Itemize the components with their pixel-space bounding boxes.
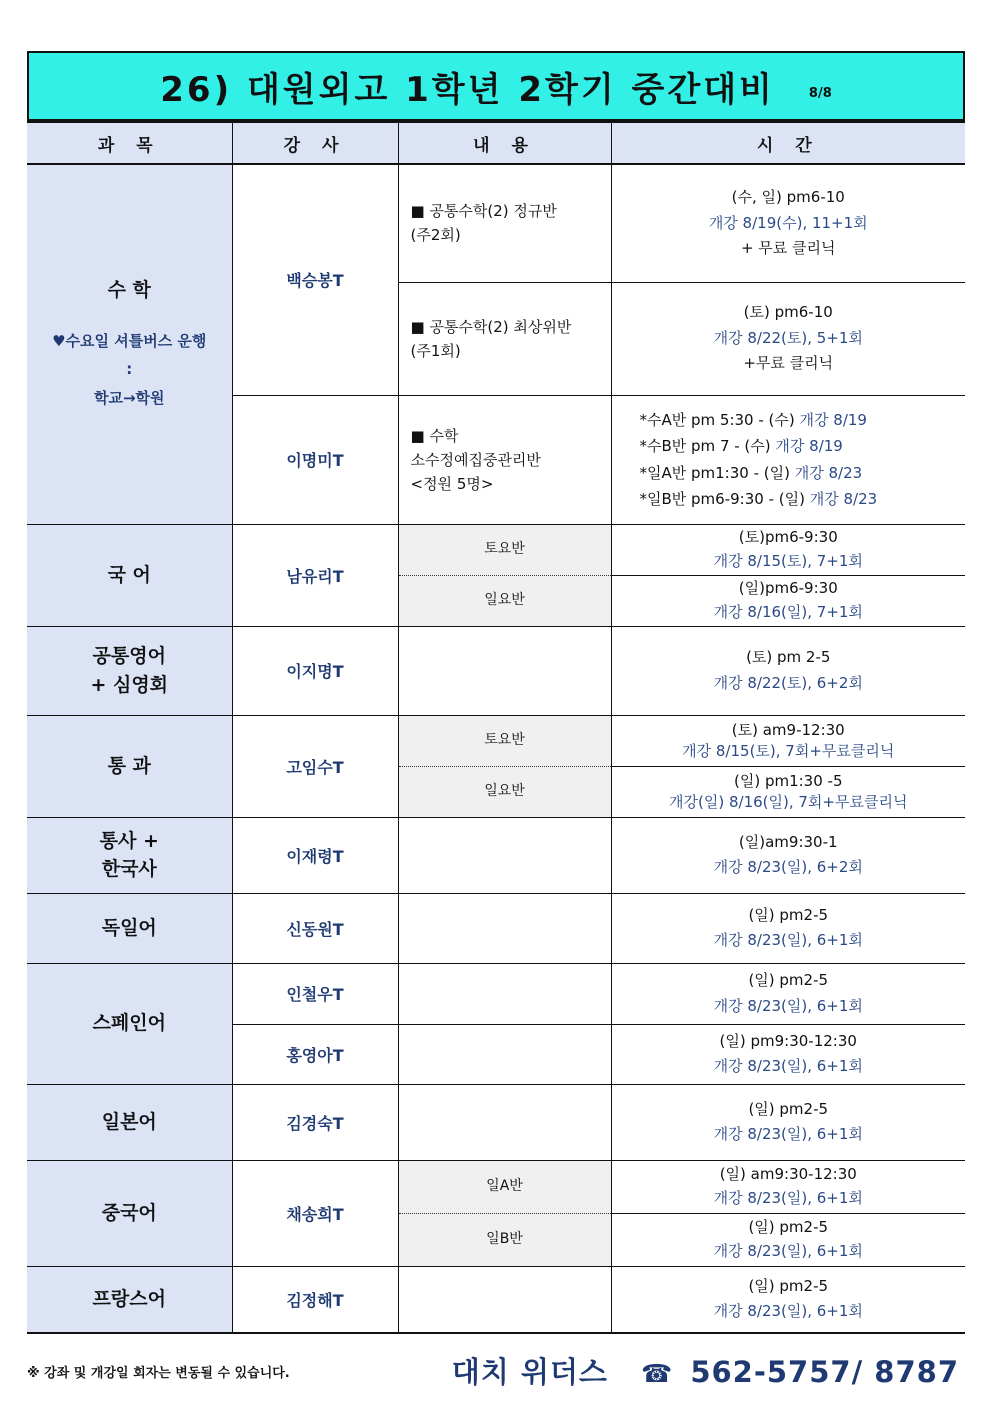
open-date: 개강 8/23(일), 6+1회: [713, 1302, 863, 1321]
course-time: [611, 893, 965, 963]
time-line: (토) am9-12:30: [731, 721, 845, 740]
open-date: 개강 8/15(토), 7+1회: [713, 551, 863, 570]
subject-german: 독일어: [27, 893, 232, 963]
title-bar: [27, 51, 965, 121]
brand-name: 대치 위더스: [451, 1355, 608, 1389]
course-time: [611, 715, 965, 766]
course-content: [398, 282, 611, 395]
note-line: ♥수요일 셔틀버스 운행: [52, 331, 207, 350]
table-row: [27, 893, 965, 963]
teacher-name: 김경숙T: [232, 1084, 398, 1160]
course-time: [611, 524, 965, 575]
table-row: [27, 524, 965, 575]
course-content: [398, 1084, 611, 1160]
teacher-name: 이지명T: [232, 626, 398, 715]
class-name: 일요반: [398, 766, 611, 817]
content-line: (주1회): [410, 341, 461, 360]
time-slot: *일B반 pm6-9:30 - (일) 개강 8/23: [639, 489, 878, 508]
course-time: [611, 395, 965, 524]
class-name: 일B반: [398, 1213, 611, 1266]
class-name: 토요반: [398, 715, 611, 766]
open-date: 개강 8/15(토), 7회+무료클리닉: [682, 741, 895, 760]
course-time: [611, 164, 965, 282]
time-line: (토)pm6-9:30: [738, 528, 838, 547]
time-line: (일)am9:30-1: [738, 832, 838, 851]
subject-science: 통 과: [27, 715, 232, 817]
schedule-table: [27, 121, 965, 1334]
time-line: (토) pm6-10: [743, 303, 833, 322]
course-time: [611, 1213, 965, 1266]
subject-label: 한국사: [101, 858, 157, 880]
content-line: <정원 5명>: [410, 474, 494, 493]
course-time: [611, 1160, 965, 1213]
class-name: 일A반: [398, 1160, 611, 1213]
course-time: [611, 1084, 965, 1160]
table-row: [27, 817, 965, 893]
teacher-name: 채송희T: [232, 1160, 398, 1266]
table-row: [27, 715, 965, 766]
brand-contact: [452, 1350, 959, 1391]
table-row: [27, 1266, 965, 1333]
course-time: [611, 626, 965, 715]
time-line: (일) pm1:30 -5: [733, 772, 843, 791]
course-content: [398, 164, 611, 282]
phone-number: 562-5757/ 8787: [690, 1355, 959, 1389]
time-slot: *수A반 pm 5:30 - (수) 개강 8/19: [639, 411, 867, 429]
time-line: (토) pm 2-5: [746, 648, 831, 666]
teacher-name: 김정해T: [232, 1266, 398, 1333]
table-row: [27, 1084, 965, 1160]
subject-label: 공통영어: [92, 645, 166, 667]
footnote: ※ 강좌 및 개강일 회자는 변동될 수 있습니다.: [27, 1366, 290, 1381]
teacher-name: 인철우T: [232, 963, 398, 1024]
course-content: [398, 963, 611, 1024]
time-line: (일) pm2-5: [748, 971, 829, 989]
content-line: 소수정예집중관리반: [410, 450, 541, 469]
teacher-name: 이명미T: [232, 395, 398, 524]
open-date: 개강 8/23(일), 6+1회: [713, 1241, 863, 1260]
open-date: 개강 8/23(일), 6+1회: [713, 1057, 863, 1075]
header-teacher: 강 사: [232, 122, 398, 164]
table-row: [27, 626, 965, 715]
teacher-name: 고임수T: [232, 715, 398, 817]
open-date: 개강 8/19(수), 11+1회: [708, 213, 868, 232]
course-time: [611, 1266, 965, 1333]
course-time: [611, 766, 965, 817]
teacher-name: 백승봉T: [232, 164, 398, 395]
time-line: (일) pm2-5: [748, 1099, 829, 1118]
shuttle-note: [27, 327, 232, 413]
open-date: 개강 8/16(일), 7+1회: [713, 602, 863, 621]
course-time: [611, 282, 965, 395]
table-row: [27, 1160, 965, 1213]
time-line: (일) am9:30-12:30: [719, 1165, 857, 1184]
time-line: (일) pm9:30-12:30: [719, 1031, 857, 1050]
course-time: [611, 575, 965, 626]
page-number: 8/8: [808, 85, 832, 101]
teacher-name: 이재령T: [232, 817, 398, 893]
subject-label: 수 학: [107, 279, 151, 302]
open-date: 개강 8/22(토), 5+1회: [713, 328, 863, 347]
class-name: 일요반: [398, 575, 611, 626]
subject-chinese: 중국어: [27, 1160, 232, 1266]
time-line: (일) pm2-5: [748, 1218, 829, 1237]
table-row: [27, 164, 965, 282]
course-content: [398, 1024, 611, 1084]
subject-english: [27, 626, 232, 715]
content-line: ■ 공통수학(2) 정규반: [410, 202, 557, 221]
schedule-sheet: [27, 51, 965, 1334]
subject-label: 통사 +: [99, 829, 159, 852]
course-content: [398, 817, 611, 893]
subject-french: 프랑스어: [27, 1266, 232, 1333]
course-content: [398, 626, 611, 715]
open-date: 개강 8/22(토), 6+2회: [713, 673, 863, 692]
table-row: [27, 963, 965, 1024]
open-date: 개강 8/23(일), 6+1회: [713, 996, 863, 1015]
open-date: 개강 8/23(일), 6+2회: [713, 858, 863, 876]
course-content: [398, 893, 611, 963]
header-time: 시 간: [611, 122, 965, 164]
header-subject: 과 목: [27, 122, 232, 164]
content-line: (주2회): [410, 226, 461, 245]
note-line: 학교→학원: [93, 388, 165, 407]
phone-icon: ☎: [641, 1359, 674, 1388]
open-date: 개강 8/23(일), 6+1회: [713, 931, 863, 949]
subject-label: + 심영회: [90, 673, 169, 696]
time-line: + 무료 클리닉: [740, 239, 836, 257]
time-line: (일)pm6-9:30: [738, 579, 838, 598]
content-line: ■ 수학: [410, 426, 459, 445]
course-content: [398, 1266, 611, 1333]
class-name: 토요반: [398, 524, 611, 575]
subject-social: [27, 817, 232, 893]
content-line: ■ 공통수학(2) 최상위반: [410, 317, 572, 336]
header-content: 내 용: [398, 122, 611, 164]
header-row: [27, 122, 965, 164]
open-date: 개강 8/23(일), 6+1회: [713, 1125, 863, 1143]
time-slot: *수B반 pm 7 - (수) 개강 8/19: [639, 437, 843, 456]
teacher-name: 신동원T: [232, 893, 398, 963]
course-time: [611, 1024, 965, 1084]
teacher-name: 홍영아T: [232, 1024, 398, 1084]
time-line: +무료 클리닉: [743, 354, 834, 373]
open-date: 개강(일) 8/16(일), 7회+무료클리닉: [669, 792, 908, 811]
time-slot: *일A반 pm1:30 - (일) 개강 8/23: [639, 463, 863, 482]
subject-math: [27, 164, 232, 524]
time-line: (일) pm2-5: [748, 905, 829, 924]
subject-japanese: 일본어: [27, 1084, 232, 1160]
time-line: (일) pm2-5: [748, 1276, 829, 1295]
subject-korean: 국 어: [27, 524, 232, 626]
subject-spanish: 스페인어: [27, 963, 232, 1084]
course-time: [611, 817, 965, 893]
footer: [27, 1350, 965, 1390]
open-date: 개강 8/23(일), 6+1회: [713, 1188, 863, 1207]
teacher-name: 남유리T: [232, 524, 398, 626]
note-line: :: [126, 360, 133, 379]
course-time: [611, 963, 965, 1024]
time-line: (수, 일) pm6-10: [731, 188, 845, 206]
page-title: 26) 대원외고 1학년 2학기 중간대비: [160, 69, 775, 110]
course-content: [398, 395, 611, 524]
